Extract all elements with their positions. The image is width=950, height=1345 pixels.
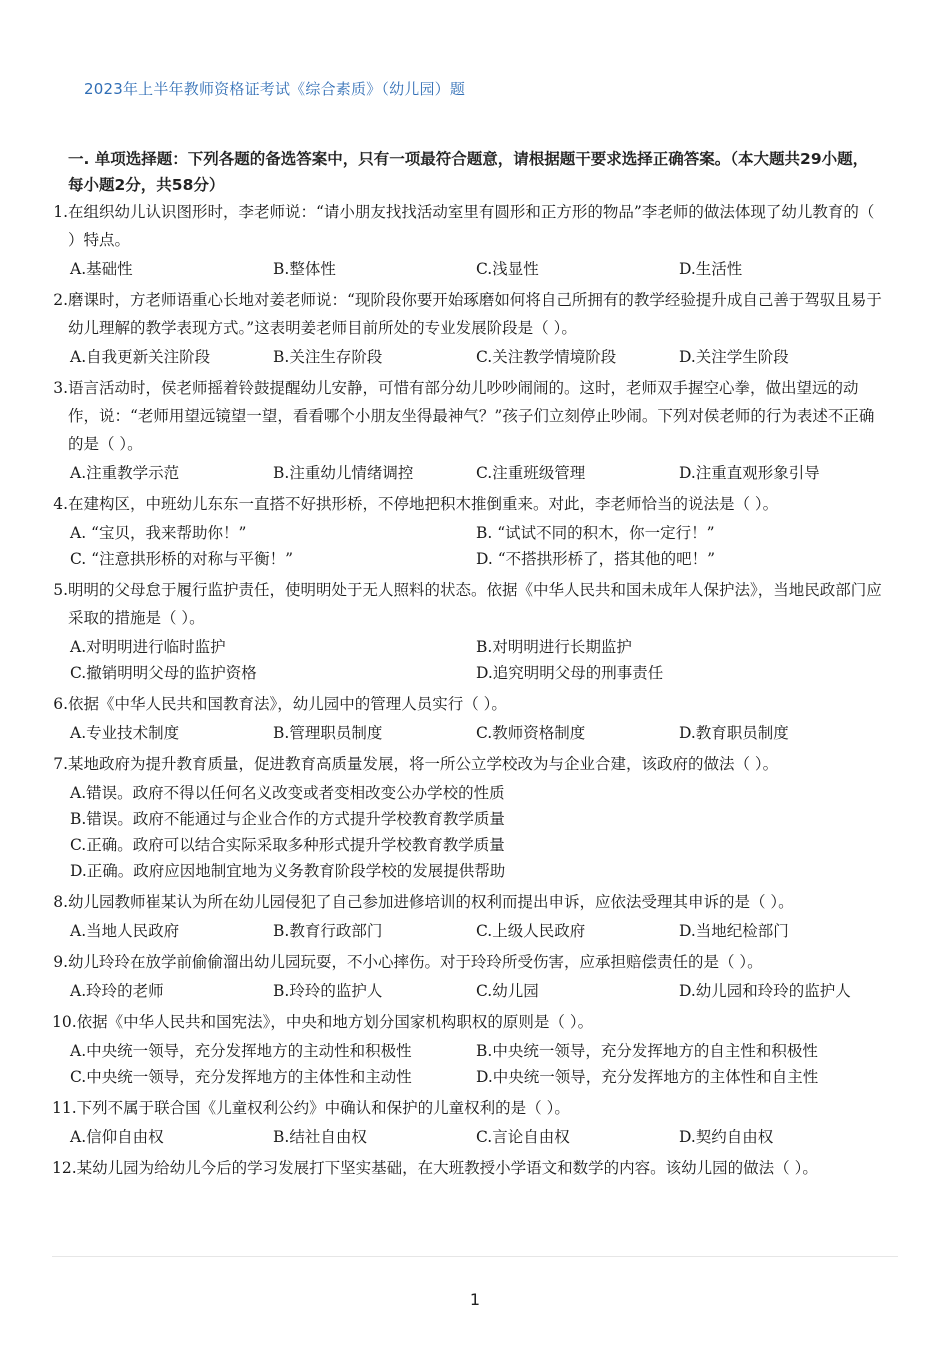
question-stem: 某幼儿园为给幼儿今后的学习发展打下坚实基础，在大班教授小学语文和数学的内容。该幼儿园的做法（ ）。 xyxy=(76,1159,818,1177)
option-c: C.上级人民政府 xyxy=(476,922,586,940)
question-number: 5. xyxy=(53,581,68,599)
option-a: A.自我更新关注阶段 xyxy=(70,348,211,366)
section-heading: 一. 单项选择题：下列各题的备选答案中，只有一项最符合题意，请根据题干要求选择正确答案。（本大题共29小题，每小题2分，共58分） xyxy=(68,150,869,194)
option-a: A.错误。政府不得以任何名义改变或者变相改变公办学校的性质 xyxy=(70,784,505,802)
option-a: A. “宝贝，我来帮助你！” xyxy=(70,524,247,542)
question-2 xyxy=(52,286,882,370)
page-number: 1 xyxy=(469,1290,481,1309)
question-number: 7. xyxy=(53,755,68,773)
option-d: D.当地纪检部门 xyxy=(679,922,789,940)
option-c: C.幼儿园 xyxy=(476,982,539,1000)
option-b: B.教育行政部门 xyxy=(273,922,383,940)
option-list xyxy=(52,520,882,572)
question-number: 12. xyxy=(52,1159,77,1177)
option-b: B.结社自由权 xyxy=(273,1128,367,1146)
option-d: D.追究明明父母的刑事责任 xyxy=(476,664,664,682)
option-b: B.错误。政府不能通过与企业合作的方式提升学校教育教学质量 xyxy=(70,810,505,828)
question-stem: 在组织幼儿认识图形时，李老师说：“请小朋友找找活动室里有圆形和正方形的物品”李老师的做法体现了幼儿教育的（ ）特点。 xyxy=(68,203,875,249)
question-5 xyxy=(52,576,882,686)
question-stem: 磨课时，方老师语重心长地对姜老师说：“现阶段你要开始琢磨如何将自己所拥有的教学经验提升成自己善于驾驭且易于幼儿理解的教学表现方式。”这表明姜老师目前所处的专业发展阶段是（ ）。 xyxy=(68,291,882,337)
question-number: 6. xyxy=(53,695,68,713)
question-3 xyxy=(52,374,882,486)
question-10 xyxy=(52,1008,882,1090)
option-c: C.教师资格制度 xyxy=(476,724,586,742)
question-number: 2. xyxy=(53,291,68,309)
option-a: A.玲玲的老师 xyxy=(70,982,164,1000)
option-d: D.生活性 xyxy=(679,260,743,278)
question-stem: 依据《中华人民共和国宪法》，中央和地方划分国家机构职权的原则是（ ）。 xyxy=(76,1013,594,1031)
footer-divider xyxy=(52,1256,898,1257)
option-list xyxy=(52,256,882,282)
option-d: D.注重直观形象引导 xyxy=(679,464,820,482)
option-a: A.基础性 xyxy=(70,260,133,278)
question-number: 8. xyxy=(53,893,68,911)
question-8 xyxy=(52,888,882,944)
option-c: C.正确。政府可以结合实际采取多种形式提升学校教育教学质量 xyxy=(70,836,505,854)
option-list xyxy=(52,780,882,884)
option-c: C.言论自由权 xyxy=(476,1128,570,1146)
option-a: A.信仰自由权 xyxy=(70,1128,164,1146)
question-6 xyxy=(52,690,882,746)
option-c: C.撤销明明父母的监护资格 xyxy=(70,664,257,682)
option-d: D.中央统一领导，充分发挥地方的主体性和自主性 xyxy=(476,1068,819,1086)
option-b: B.管理职员制度 xyxy=(273,724,383,742)
question-stem: 某地政府为提升教育质量，促进教育高质量发展，将一所公立学校改为与企业合建，该政府的做法（ ）。 xyxy=(68,755,779,773)
option-a: A.当地人民政府 xyxy=(70,922,180,940)
option-a: A.中央统一领导，充分发挥地方的主动性和积极性 xyxy=(70,1042,412,1060)
question-stem: 语言活动时，侯老师摇着铃鼓提醒幼儿安静，可惜有部分幼儿吵吵闹闹的。这时，老师双手握空心拳，做出望远的动作，说：“老师用望远镜望一望，看看哪个小朋友坐得最神气？”孩子们立刻停止吵闹。下列对侯老师的行为表述不正确的是（ ）。 xyxy=(68,379,875,453)
option-b: B.关注生存阶段 xyxy=(273,348,383,366)
option-b: B.对明明进行长期监护 xyxy=(476,638,632,656)
question-number: 1. xyxy=(53,203,68,221)
option-d: D. “不搭拱形桥了，搭其他的吧！” xyxy=(476,550,716,568)
question-number: 4. xyxy=(53,495,68,513)
option-d: D.契约自由权 xyxy=(679,1128,774,1146)
question-9 xyxy=(52,948,882,1004)
document-title: 2023年上半年教师资格证考试《综合素质》（幼儿园）题 xyxy=(84,80,466,98)
option-c: C.注重班级管理 xyxy=(476,464,586,482)
question-number: 9. xyxy=(53,953,68,971)
option-a: A.专业技术制度 xyxy=(70,724,180,742)
question-stem: 下列不属于联合国《儿童权利公约》中确认和保护的儿童权利的是（ ）。 xyxy=(76,1099,570,1117)
question-stem: 依据《中华人民共和国教育法》，幼儿园中的管理人员实行（ ）。 xyxy=(68,695,507,713)
question-stem: 明明的父母怠于履行监护责任，使明明处于无人照料的状态。依据《中华人民共和国未成年人保护法》，当地民政部门应采取的措施是（ ）。 xyxy=(68,581,882,627)
option-c: C.中央统一领导，充分发挥地方的主体性和主动性 xyxy=(70,1068,412,1086)
option-c: C.浅显性 xyxy=(476,260,539,278)
question-stem: 幼儿园教师崔某认为所在幼儿园侵犯了自己参加进修培训的权利而提出申诉，应依法受理其申诉的是（ ）。 xyxy=(68,893,794,911)
question-number: 10. xyxy=(52,1013,77,1031)
option-a: A.注重教学示范 xyxy=(70,464,180,482)
option-list xyxy=(52,634,882,686)
question-1 xyxy=(52,198,882,282)
option-list xyxy=(52,1038,882,1090)
question-number: 11. xyxy=(52,1099,77,1117)
option-list xyxy=(52,344,882,370)
option-list xyxy=(52,720,882,746)
question-7 xyxy=(52,750,882,884)
question-stem: 在建构区，中班幼儿东东一直搭不好拱形桥，不停地把积木推倒重来。对此，李老师恰当的说法是（ ）。 xyxy=(68,495,779,513)
option-b: B.注重幼儿情绪调控 xyxy=(273,464,414,482)
option-list xyxy=(52,460,882,486)
option-d: D.正确。政府应因地制宜地为义务教育阶段学校的发展提供帮助 xyxy=(70,862,506,880)
question-stem: 幼儿玲玲在放学前偷偷溜出幼儿园玩耍，不小心摔伤。对于玲玲所受伤害，应承担赔偿责任的是（ ）。 xyxy=(68,953,763,971)
option-a: A.对明明进行临时监护 xyxy=(70,638,226,656)
option-list xyxy=(52,978,882,1004)
option-b: B.玲玲的监护人 xyxy=(273,982,383,1000)
option-d: D.关注学生阶段 xyxy=(679,348,789,366)
question-12 xyxy=(52,1154,882,1182)
option-d: D.幼儿园和玲玲的监护人 xyxy=(679,982,851,1000)
option-c: C. “注意拱形桥的对称与平衡！” xyxy=(70,550,294,568)
option-list xyxy=(52,1124,882,1150)
question-number: 3. xyxy=(53,379,68,397)
option-b: B.整体性 xyxy=(273,260,336,278)
question-4 xyxy=(52,490,882,572)
option-c: C.关注教学情境阶段 xyxy=(476,348,617,366)
question-11 xyxy=(52,1094,882,1150)
option-b: B.中央统一领导，充分发挥地方的自主性和积极性 xyxy=(476,1042,818,1060)
option-list xyxy=(52,918,882,944)
question-list xyxy=(52,198,882,1184)
option-b: B. “试试不同的积木，你一定行！” xyxy=(476,524,715,542)
option-d: D.教育职员制度 xyxy=(679,724,789,742)
